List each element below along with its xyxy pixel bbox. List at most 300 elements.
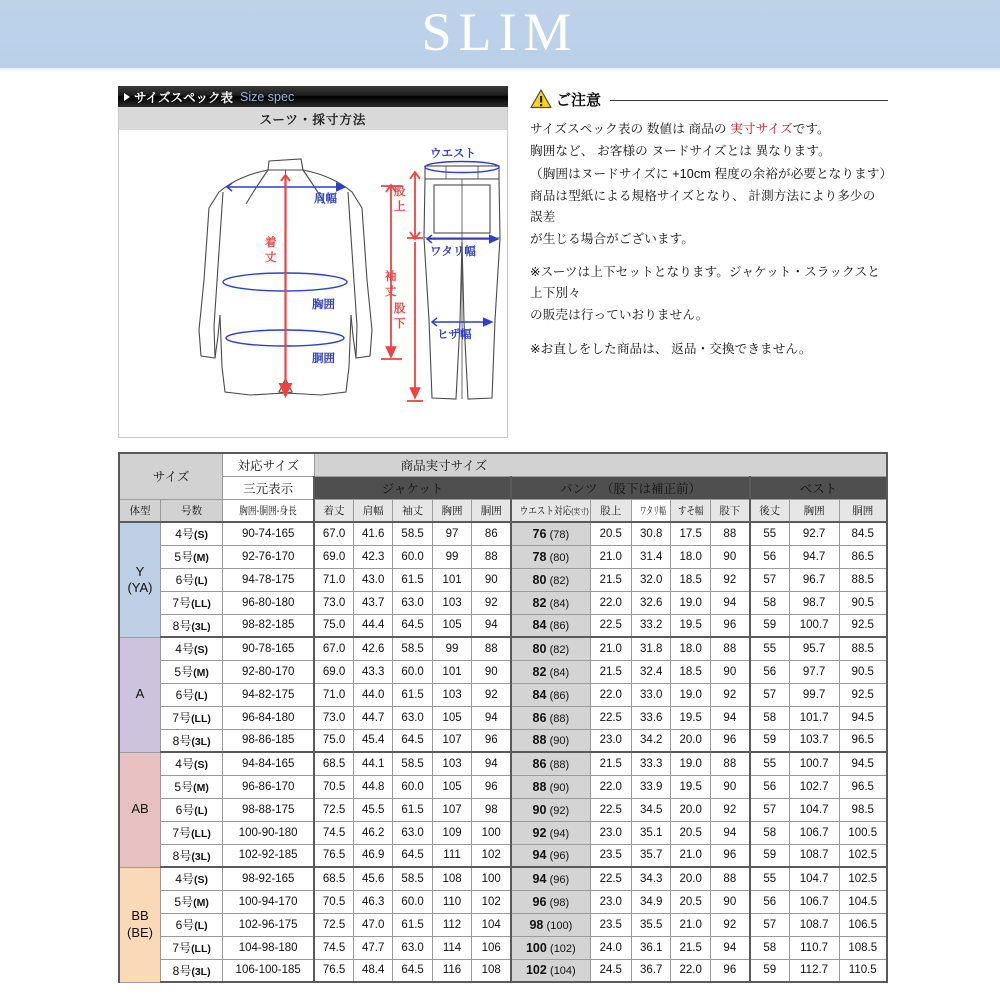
size-no: 7号 [172,596,192,610]
jacket-value-cell: 71.0 [314,568,353,591]
vest-value-cell: 88.5 [839,637,887,660]
three-dim-cell: 104-98-180 [223,936,314,959]
three-dim-cell: 94-78-175 [223,568,314,591]
pants-waist-main: 78 [532,549,547,564]
table-row [119,867,887,890]
size-no: 8号 [172,963,192,978]
vest-value-cell: 96.7 [789,568,839,591]
pants-waist-main: 96 [532,894,547,909]
table-row [119,913,887,936]
header-pants-waist [511,499,590,522]
vest-value-cell: 56 [750,890,789,913]
header-jacket-waist: 胴囲 [472,499,511,522]
size-alt: (L) [194,920,208,932]
body-type-sub: (BE) [127,924,153,940]
size-alt: (L) [194,805,208,817]
pants-value-cell: 21.0 [590,637,632,660]
pants-waist-main: 102 [525,963,547,978]
size-number-cell [161,706,223,729]
jacket-value-cell: 46.2 [353,821,392,844]
pants-value-cell: 18.5 [671,660,710,683]
jacket-value-cell: 67.0 [314,637,353,660]
pants-value-cell: 36.7 [632,959,671,982]
pants-value-cell: 33.6 [632,706,671,729]
pants-value-cell: 88 [710,522,749,545]
vest-value-cell: 56 [750,660,789,683]
pants-value-cell: 23.0 [590,729,632,752]
warning-icon [530,89,552,109]
pants-value-cell: 23.0 [590,890,632,913]
vest-value-cell: 106.5 [839,913,887,936]
vest-value-cell: 88.5 [839,568,887,591]
size-spec-title-bar [118,86,508,107]
body-type-sub: (YA) [127,579,153,595]
page-title: SLIM [421,2,579,62]
body-type-cell [119,867,161,982]
jacket-value-cell: 60.0 [393,775,432,798]
pants-value-cell: 30.8 [632,522,671,545]
pants-waist-alt: (104) [550,965,576,978]
vest-value-cell: 59 [750,729,789,752]
size-alt: (3L) [191,965,211,978]
notice-header [530,86,888,112]
jacket-value-cell: 76.5 [314,959,353,982]
pants-value-cell: 34.2 [632,729,671,752]
pants-waist-cell [511,798,590,821]
jacket-value-cell: 104 [472,913,511,936]
size-number-cell [161,522,223,545]
svg-text:袖: 袖 [385,271,397,283]
jacket-value-cell: 67.0 [314,522,353,545]
size-no: 5号 [174,550,194,564]
pants-value-cell: 94 [710,591,749,614]
jacket-value-cell: 60.0 [393,660,432,683]
pants-value-cell: 21.0 [671,844,710,867]
size-no: 6号 [175,688,195,702]
three-dim-cell: 96-80-180 [223,591,314,614]
header-vest-chest: 胸囲 [789,499,839,522]
jacket-value-cell: 99 [432,545,471,568]
pants-value-cell: 22.0 [590,683,632,706]
pants-waist-alt: (94) [549,827,570,840]
pants-waist-cell [511,729,590,752]
vest-value-cell: 102.5 [839,844,887,867]
table-row [119,660,887,683]
header-taikei: 体型 [119,499,161,522]
size-alt: (LL) [191,943,211,955]
vest-value-cell: 104.7 [789,867,839,890]
table-row [119,729,887,752]
jacket-value-cell: 43.7 [353,591,392,614]
svg-text:胸囲: 胸囲 [312,299,335,311]
size-number-cell [161,591,223,614]
table-row [119,844,887,867]
jacket-value-cell: 88 [472,545,511,568]
pants-waist-cell [511,844,590,867]
jacket-value-cell: 71.0 [314,683,353,706]
vest-value-cell: 58 [750,821,789,844]
jacket-value-cell: 109 [432,821,471,844]
pants-waist-main: 86 [532,756,547,771]
jacket-value-cell: 94 [472,752,511,775]
size-no: 4号 [175,872,194,887]
header-gousuu: 号数 [161,499,223,522]
pants-waist-alt: (86) [549,689,570,702]
pants-value-cell: 18.0 [671,637,710,660]
jacket-value-cell: 45.4 [353,729,392,752]
jacket-value-cell: 108 [432,867,471,890]
size-table-wrapper [0,438,1000,983]
jacket-value-cell: 63.0 [393,591,432,614]
notice-rule [610,100,888,101]
jacket-value-cell: 43.3 [353,660,392,683]
vest-value-cell: 58 [750,706,789,729]
pants-waist-alt: (98) [549,896,570,909]
header-jacket: ジャケット [314,476,511,499]
pants-value-cell: 33.2 [632,614,671,637]
notice-line-2: 胸囲など、 お客様の ヌードサイズとは 異なります。 [530,144,831,159]
pants-waist-cell [511,821,590,844]
pants-value-cell: 22.5 [590,614,632,637]
pants-waist-main: 80 [532,572,547,587]
pants-value-cell: 22.5 [590,798,632,821]
pants-value-cell: 92 [710,683,749,706]
pants-value-cell: 32.6 [632,591,671,614]
header-vest-waist: 胴囲 [839,499,887,522]
jacket-value-cell: 73.0 [314,591,353,614]
size-number-cell [161,867,223,890]
vest-value-cell: 58 [750,936,789,959]
svg-text:着: 着 [265,237,277,249]
size-number-cell [161,660,223,683]
jacket-value-cell: 44.4 [353,614,392,637]
pants-value-cell: 22.5 [590,706,632,729]
jacket-value-cell: 107 [432,729,471,752]
jacket-value-cell: 58.5 [393,637,432,660]
size-number-cell [161,637,223,660]
pants-waist-alt: (92) [549,804,570,817]
size-no: 5号 [174,895,194,909]
pants-value-cell: 90 [710,890,749,913]
pants-waist-main: 84 [532,687,547,702]
pants-value-cell: 19.0 [671,752,710,775]
size-table-body [119,522,887,982]
table-row [119,522,887,545]
pants-value-cell: 88 [710,867,749,890]
body-type-main: BB [131,908,149,924]
vest-value-cell: 100.7 [789,614,839,637]
pants-value-cell: 31.4 [632,545,671,568]
header-pants-inseam: 股下 [710,499,749,522]
pants-waist-alt: (84) [549,597,570,610]
jacket-value-cell: 47.0 [353,913,392,936]
pants-value-cell: 96 [710,729,749,752]
pants-value-cell: 33.9 [632,775,671,798]
vest-value-cell: 110.5 [839,959,887,982]
jacket-value-cell: 106 [472,936,511,959]
pants-value-cell: 90 [710,775,749,798]
jacket-value-cell: 69.0 [314,660,353,683]
vest-value-cell: 94.5 [839,752,887,775]
pants-value-cell: 96 [710,614,749,637]
body-type-main: AB [131,801,149,817]
size-spec-label-jp: サイズスペック表 [134,90,234,105]
pants-waist-cell [511,591,590,614]
jacket-value-cell: 48.4 [353,959,392,982]
jacket-value-cell: 101 [432,568,471,591]
pants-value-cell: 21.5 [590,568,632,591]
jacket-value-cell: 58.5 [393,752,432,775]
jacket-value-cell: 44.0 [353,683,392,706]
three-dim-cell: 96-86-170 [223,775,314,798]
jacket-value-cell: 105 [432,706,471,729]
size-no: 6号 [175,803,195,817]
jacket-value-cell: 44.1 [353,752,392,775]
three-dim-cell: 98-86-185 [223,729,314,752]
jacket-value-cell: 75.0 [314,729,353,752]
pants-waist-cell [511,568,590,591]
jacket-value-cell: 63.0 [393,706,432,729]
jacket-value-cell: 97 [432,522,471,545]
header-pants-waist-inner [520,503,589,518]
size-alt: (S) [193,759,208,772]
header-size-group: サイズ [119,453,223,499]
size-no: 4号 [175,527,194,542]
header-pants-waist-note: (実寸) [571,506,589,516]
pants-waist-alt: (100) [546,919,573,932]
header-product-real: 商品実寸サイズ [314,453,887,476]
pants-value-cell: 92 [710,913,749,936]
svg-text:ヒザ幅: ヒザ幅 [437,329,472,341]
svg-text:胴囲: 胴囲 [312,353,335,365]
header-pants-waist-text: ウエスト対応 [519,504,572,517]
pants-value-cell: 22.0 [671,959,710,982]
jacket-value-cell: 60.0 [393,545,432,568]
jacket-value-cell: 88 [472,637,511,660]
pants-waist-cell [511,637,590,660]
size-number-cell [161,568,223,591]
three-dim-cell: 98-88-175 [223,798,314,821]
pants-waist-main: 90 [532,802,547,817]
three-dim-cell: 100-94-170 [223,890,314,913]
header-vest-back: 後丈 [750,499,789,522]
body-type-cell [119,752,161,867]
size-no: 8号 [172,618,192,633]
pants-waist-cell [511,775,590,798]
three-dim-cell: 90-78-165 [223,637,314,660]
pants-value-cell: 22.5 [590,867,632,890]
vest-value-cell: 94.7 [789,545,839,568]
size-no: 8号 [172,848,192,863]
pants-value-cell: 24.5 [590,959,632,982]
notice-title: ご注意 [556,92,602,109]
jacket-value-cell: 72.5 [314,913,353,936]
pants-waist-alt: (88) [549,758,570,771]
jacket-value-cell: 100 [472,867,511,890]
size-no: 4号 [175,757,194,772]
pants-waist-main: 98 [529,917,544,932]
pants-value-cell: 20.5 [671,890,710,913]
vest-value-cell: 59 [750,844,789,867]
notice-line-5: が生じる場合がございます。 [530,231,695,246]
pants-value-cell: 94 [710,706,749,729]
three-dim-cell: 98-82-185 [223,614,314,637]
pants-waist-main: 82 [532,595,547,610]
pants-waist-cell [511,959,590,982]
left-column [118,86,508,438]
jacket-value-cell: 45.6 [353,867,392,890]
vest-value-cell: 112.7 [789,959,839,982]
jacket-value-cell: 44.7 [353,706,392,729]
pants-value-cell: 21.5 [590,752,632,775]
content-columns [0,86,1000,438]
table-header-row-3 [119,499,887,522]
size-no: 5号 [174,665,194,679]
size-number-cell [161,936,223,959]
pants-value-cell: 90 [710,545,749,568]
size-number-cell [161,844,223,867]
svg-text:下: 下 [394,318,406,330]
vest-value-cell: 92.5 [839,683,887,706]
pants-value-cell: 21.5 [671,936,710,959]
vest-value-cell: 57 [750,568,789,591]
pants-waist-cell [511,614,590,637]
pants-waist-main: 100 [525,940,547,955]
svg-text:上: 上 [394,201,406,213]
jacket-value-cell: 68.5 [314,867,353,890]
size-no: 5号 [174,780,194,794]
vest-value-cell: 92.7 [789,522,839,545]
svg-text:肩幅: 肩幅 [314,193,337,205]
jacket-value-cell: 108 [472,959,511,982]
table-row [119,821,887,844]
body-type-main: A [135,686,145,702]
header-jacket-chest: 胸囲 [432,499,471,522]
hero-banner [0,0,1000,68]
jacket-value-cell: 90 [472,660,511,683]
pants-waist-main: 82 [532,664,547,679]
vest-value-cell: 100.5 [839,821,887,844]
table-row [119,959,887,982]
jacket-value-cell: 112 [432,913,471,936]
jacket-value-cell: 105 [432,775,471,798]
vest-value-cell: 90.5 [839,591,887,614]
vest-value-cell: 57 [750,683,789,706]
pants-waist-main: 88 [532,779,547,794]
jacket-value-cell: 70.5 [314,890,353,913]
size-no: 6号 [175,918,195,932]
vest-value-cell: 94.5 [839,706,887,729]
notice-line-1 [530,119,888,139]
vest-value-cell: 90.5 [839,660,887,683]
pants-value-cell: 32.0 [632,568,671,591]
pants-waist-alt: (82) [549,574,570,587]
header-jacket-sleeve: 袖丈 [393,499,432,522]
pants-value-cell: 33.3 [632,752,671,775]
notice-column [508,86,893,438]
size-alt: (S) [193,529,208,542]
pants-value-cell: 96 [710,844,749,867]
size-alt: (LL) [191,713,211,725]
jacket-value-cell: 63.0 [393,821,432,844]
jacket-value-cell: 46.9 [353,844,392,867]
pants-value-cell: 94 [710,936,749,959]
table-row [119,568,887,591]
jacket-value-cell: 101 [432,660,471,683]
vest-value-cell: 59 [750,614,789,637]
jacket-value-cell: 114 [432,936,471,959]
three-dim-cell: 94-84-165 [223,752,314,775]
pants-waist-alt: (78) [549,528,570,541]
table-row [119,591,887,614]
size-no: 8号 [172,733,192,748]
jacket-value-cell: 103 [432,683,471,706]
size-alt: (M) [193,782,209,794]
vest-value-cell: 59 [750,959,789,982]
notice-line-6: ※スーツは上下セットとなります。ジャケット・スラックスと上下別々 [530,265,880,300]
diagram-caption: スーツ・採寸方法 [119,107,507,130]
pants-value-cell: 90 [710,660,749,683]
size-number-cell [161,614,223,637]
jacket-value-cell: 61.5 [393,913,432,936]
jacket-value-cell: 102 [472,844,511,867]
pants-waist-alt: (80) [549,551,570,564]
table-row [119,637,887,660]
pants-value-cell: 19.0 [671,683,710,706]
pants-waist-main: 76 [532,526,547,541]
three-dim-cell: 106-100-185 [223,959,314,982]
pants-value-cell: 88 [710,637,749,660]
pants-waist-alt: (96) [549,850,570,863]
three-dim-cell: 90-74-165 [223,522,314,545]
jacket-value-cell: 98 [472,798,511,821]
header-jacket-shoulder: 肩幅 [353,499,392,522]
pants-value-cell: 21.0 [590,545,632,568]
vest-value-cell: 110.7 [789,936,839,959]
pants-value-cell: 18.0 [671,545,710,568]
vest-value-cell: 55 [750,752,789,775]
three-dim-cell: 96-84-180 [223,706,314,729]
table-header-row-1 [119,453,887,476]
jacket-value-cell: 102 [472,890,511,913]
jacket-value-cell: 96 [472,775,511,798]
size-alt: (LL) [191,828,211,840]
triangle-right-icon [124,93,130,101]
pants-value-cell: 92 [710,798,749,821]
vest-value-cell: 57 [750,913,789,936]
jacket-value-cell: 42.3 [353,545,392,568]
jacket-value-cell: 68.5 [314,752,353,775]
vest-value-cell: 103.7 [789,729,839,752]
notice-line-3: （胸囲はヌードサイズに +10cm 程度の余裕が必要となります） [530,166,893,181]
size-alt: (M) [193,552,209,564]
vest-value-cell: 104.7 [789,798,839,821]
header-sangen-sub [223,499,314,522]
pants-value-cell: 20.0 [671,867,710,890]
size-alt: (3L) [191,850,211,863]
jacket-value-cell: 96 [472,729,511,752]
vest-value-cell: 95.7 [789,637,839,660]
svg-text:丈: 丈 [385,286,397,298]
pants-waist-cell [511,706,590,729]
vest-value-cell: 102.7 [789,775,839,798]
pants-waist-cell [511,913,590,936]
jacket-value-cell: 90 [472,568,511,591]
size-spec-table [118,452,888,983]
size-alt: (M) [193,667,209,679]
jacket-value-cell: 116 [432,959,471,982]
pants-waist-alt: (96) [549,873,570,886]
